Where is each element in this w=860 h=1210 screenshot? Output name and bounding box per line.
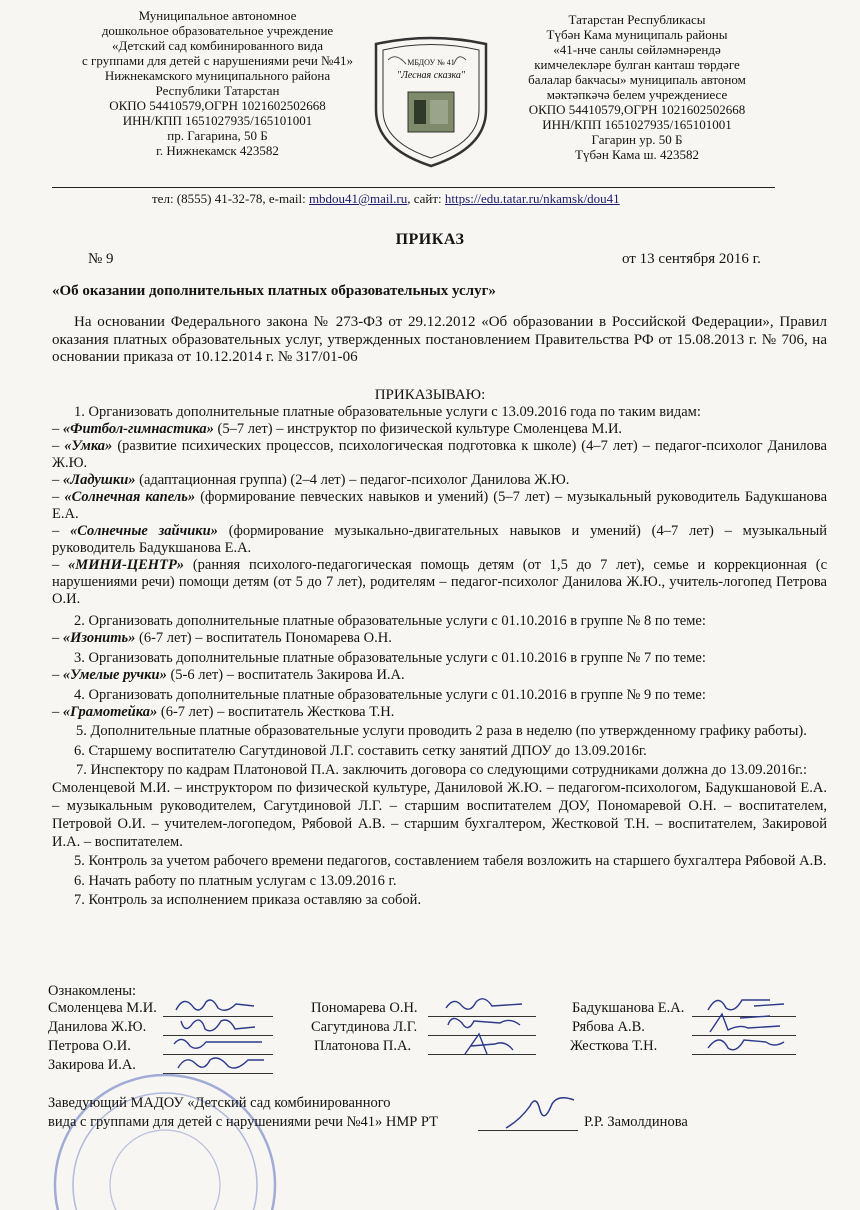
service-name: «Ладушки» (62, 472, 136, 488)
contact-phone: тел: (8555) 41-32-78, e-mail: (152, 191, 309, 206)
item-5b: 5. Контроль за учетом рабочего времени педагогов, составлением табеля возложить на старшего бухгалтера Рябовой А.В. (74, 853, 827, 869)
head-handwritten-signature (500, 1090, 580, 1134)
head-name: Р.Р. Замолдинова (584, 1114, 688, 1130)
item-2: 2. Организовать дополнительные платные образовательные услуги с 01.10.2016 в группе № 8 по теме: (74, 613, 706, 629)
site-label: , сайт: (407, 191, 445, 206)
order-word: ПРИКАЗЫВАЮ: (374, 387, 486, 403)
item-6b: 6. Начать работу по платным услугам с 13.09.2016 г. (74, 873, 397, 889)
header-left-line: ОКПО 54410579,ОГРН 1021602502668 (109, 98, 326, 113)
service-name: «Солнечная капель» (64, 489, 196, 505)
document-title: ПРИКАЗ (395, 231, 465, 248)
header-right-line: балалар бакчасы» муниципаль автоном (528, 72, 746, 87)
emblem-text-1: МБДОУ № 41 (407, 58, 455, 67)
header-right-line: Гагарин ур. 50 Б (591, 132, 683, 147)
order-date: от 13 сентября 2016 г. (622, 251, 761, 267)
item-3: 3. Организовать дополнительные платные образовательные услуги с 01.10.2016 в группе № 7 по теме: (74, 650, 706, 666)
order-number: № 9 (88, 251, 114, 267)
header-left (50, 8, 385, 158)
signer-name: Смоленцева М.И. (48, 1000, 157, 1016)
service-name: «МИНИ-ЦЕНТР» (68, 557, 185, 573)
service-item: – «Солнечные зайчики» (формирование музыкально-двигательных навыков и умений) (4–7 лет) – музыкальный руководитель Бадукшанова Е.А. (52, 523, 827, 556)
item-5: 5. Дополнительные платные образовательные услуги проводить 2 раза в неделю (по утвержденному графику работы). (76, 723, 807, 739)
service-name: «Фитбол-гимнастика» (62, 421, 214, 437)
emblem-logo (366, 30, 496, 170)
contact-line (152, 191, 620, 207)
header-right-line: Татарстан Республикасы (568, 12, 706, 27)
service-item: – «Изонить» (6-7 лет) – воспитатель Пономарева О.Н. (52, 630, 392, 646)
item-7b: 7. Контроль за исполнением приказа оставляю за собой. (74, 892, 422, 908)
header-left-line: Республики Татарстан (155, 83, 280, 98)
service-name: «Солнечные зайчики» (70, 523, 218, 539)
service-item: – «Фитбол-гимнастика» (5–7 лет) – инструктор по физической культуре Смоленцева М.И. (52, 421, 623, 437)
service-name: «Изонить» (62, 630, 136, 646)
handwritten-signature (455, 1030, 525, 1058)
header-left-line: г. Нижнекамск 423582 (156, 143, 279, 158)
email-link[interactable]: mbdou41@mail.ru (308, 191, 408, 206)
service-item: – «Солнечная капель» (формирование певческих навыков и умений) (5–7 лет) – музыкальный руководитель Бадукшанова Е.А. (52, 489, 828, 522)
header-left-line: дошкольное образовательное учреждение (101, 23, 334, 38)
signer-name: Пономарева О.Н. (311, 1000, 418, 1016)
head-position-line2: вида с группами для детей с нарушениями речи №41» НМР РТ (48, 1114, 439, 1130)
header-right-line: Түбән Кама муниципаль районы (546, 27, 728, 42)
service-name: «Умка» (64, 438, 113, 454)
service-name: «Грамотейка» (62, 704, 158, 720)
header-right (478, 12, 796, 162)
signer-name: Сагутдинова Л.Г. (311, 1019, 418, 1035)
signer-name: Данилова Ж.Ю. (48, 1019, 147, 1035)
header-right-line: Түбән Кама ш. 423582 (575, 147, 699, 162)
header-right-line: ОКПО 54410579,ОГРН 1021602502668 (528, 102, 746, 117)
item-7: 7. Инспектору по кадрам Платоновой П.А. заключить договора со следующими сотрудниками должна до 13.09.2016г.: (76, 762, 808, 778)
header-left-line: Муниципальное автономное (138, 8, 297, 23)
header-right-line: мәктәпкәчә белем учреждениесе (546, 87, 728, 102)
preamble: На основании Федерального закона № 273-ФЗ от 29.12.2012 «Об образовании в Российской Федерации», Правил оказания платных образовательных услуг, утвержденных постановлением Правительства РФ от 15.08.2013 г. № 706, на основании приказа от 10.12.2014 г. № 317/01-06 (52, 314, 827, 365)
header-left-line: «Детский сад комбинированного вида (112, 38, 323, 53)
header-left-line: Нижнекамского муниципального района (104, 68, 331, 83)
site-link[interactable]: https://edu.tatar.ru/nkamsk/dou41 (444, 191, 620, 206)
item-6: 6. Старшему воспитателю Сагутдиновой Л.Г. составить сетку занятий ДПОУ до 13.09.2016г. (74, 743, 647, 759)
handwritten-signature (700, 1030, 790, 1058)
order-body (52, 404, 827, 909)
header-right-line: кимчелекләре булган канташ төрдәге (534, 57, 740, 72)
service-item: – «Умелые ручки» (5-6 лет) – воспитатель Закирова И.А. (52, 667, 405, 683)
signer-name: Бадукшанова Е.А. (572, 1000, 685, 1016)
service-item: – «МИНИ-ЦЕНТР» (ранняя психолого-педагогическая помощь детям (от 1,5 до 7 лет), семье и коррекционная (с нарушениями речи) помощи детям (от 5 до 7 лет), родителям – педагог-психолог Данилова Ж.Ю., учитель-логопед Петрова О.И. (52, 557, 828, 607)
signer-name: Рябова А.В. (572, 1019, 645, 1035)
emblem-text-2: "Лесная сказка" (396, 70, 466, 81)
header-divider (52, 187, 775, 188)
header-left-line: пр. Гагарина, 50 Б (167, 128, 268, 143)
signer-name: Платонова П.А. (314, 1038, 412, 1054)
head-position-line1: Заведующий МАДОУ «Детский сад комбинированного (48, 1095, 391, 1111)
header-right-line: ИНН/КПП 1651027935/165101001 (542, 117, 732, 132)
service-name: «Умелые ручки» (62, 667, 167, 683)
service-item: – «Грамотейка» (6-7 лет) – воспитатель Жесткова Т.Н. (52, 704, 395, 720)
official-stamp (40, 1060, 290, 1210)
service-item: – «Ладушки» (адаптационная группа) (2–4 лет) – педагог-психолог Данилова Ж.Ю. (52, 472, 570, 488)
acquainted-label: Ознакомлены: (48, 983, 137, 999)
header-right-line: «41-нче санлы сөйләмнәрендә (553, 42, 721, 57)
signer-name: Закирова И.А. (48, 1057, 136, 1073)
order-subject: «Об оказании дополнительных платных образовательных услуг» (52, 283, 496, 299)
item-1: 1. Организовать дополнительные платные образовательные услуги с 13.09.2016 года по таким видам: (74, 404, 701, 420)
item-7-list: Смоленцевой М.И. – инструктором по физической культуре, Даниловой Ж.Ю. – педагогом-психологом, Бадукшановой Е.А. – музыкальным руководителем, Сагутдиновой Л.Г. – старшим воспитателем ДОУ, Пономаревой О.Н. – воспитателем, Петровой О.И. – учителем-логопедом, Рябовой А.В. – старшим бухгалтером, Жестковой Т.Н. – воспитателем, Закировой И.А. – воспитателем. (52, 780, 827, 850)
service-item: – «Умка» (развитие психических процессов, психологическая подготовка к школе) (4–7 лет) – педагог-психолог Данилова Ж.Ю. (52, 438, 827, 471)
header-left-line: с группами для детей с нарушениями речи №41» (82, 53, 353, 68)
header-left-line: ИНН/КПП 1651027935/165101001 (122, 113, 313, 128)
item-4: 4. Организовать дополнительные платные образовательные услуги с 01.10.2016 в группе № 9 по теме: (74, 687, 706, 703)
signer-name: Петрова О.И. (48, 1038, 131, 1054)
signer-name: Жесткова Т.Н. (570, 1038, 658, 1054)
